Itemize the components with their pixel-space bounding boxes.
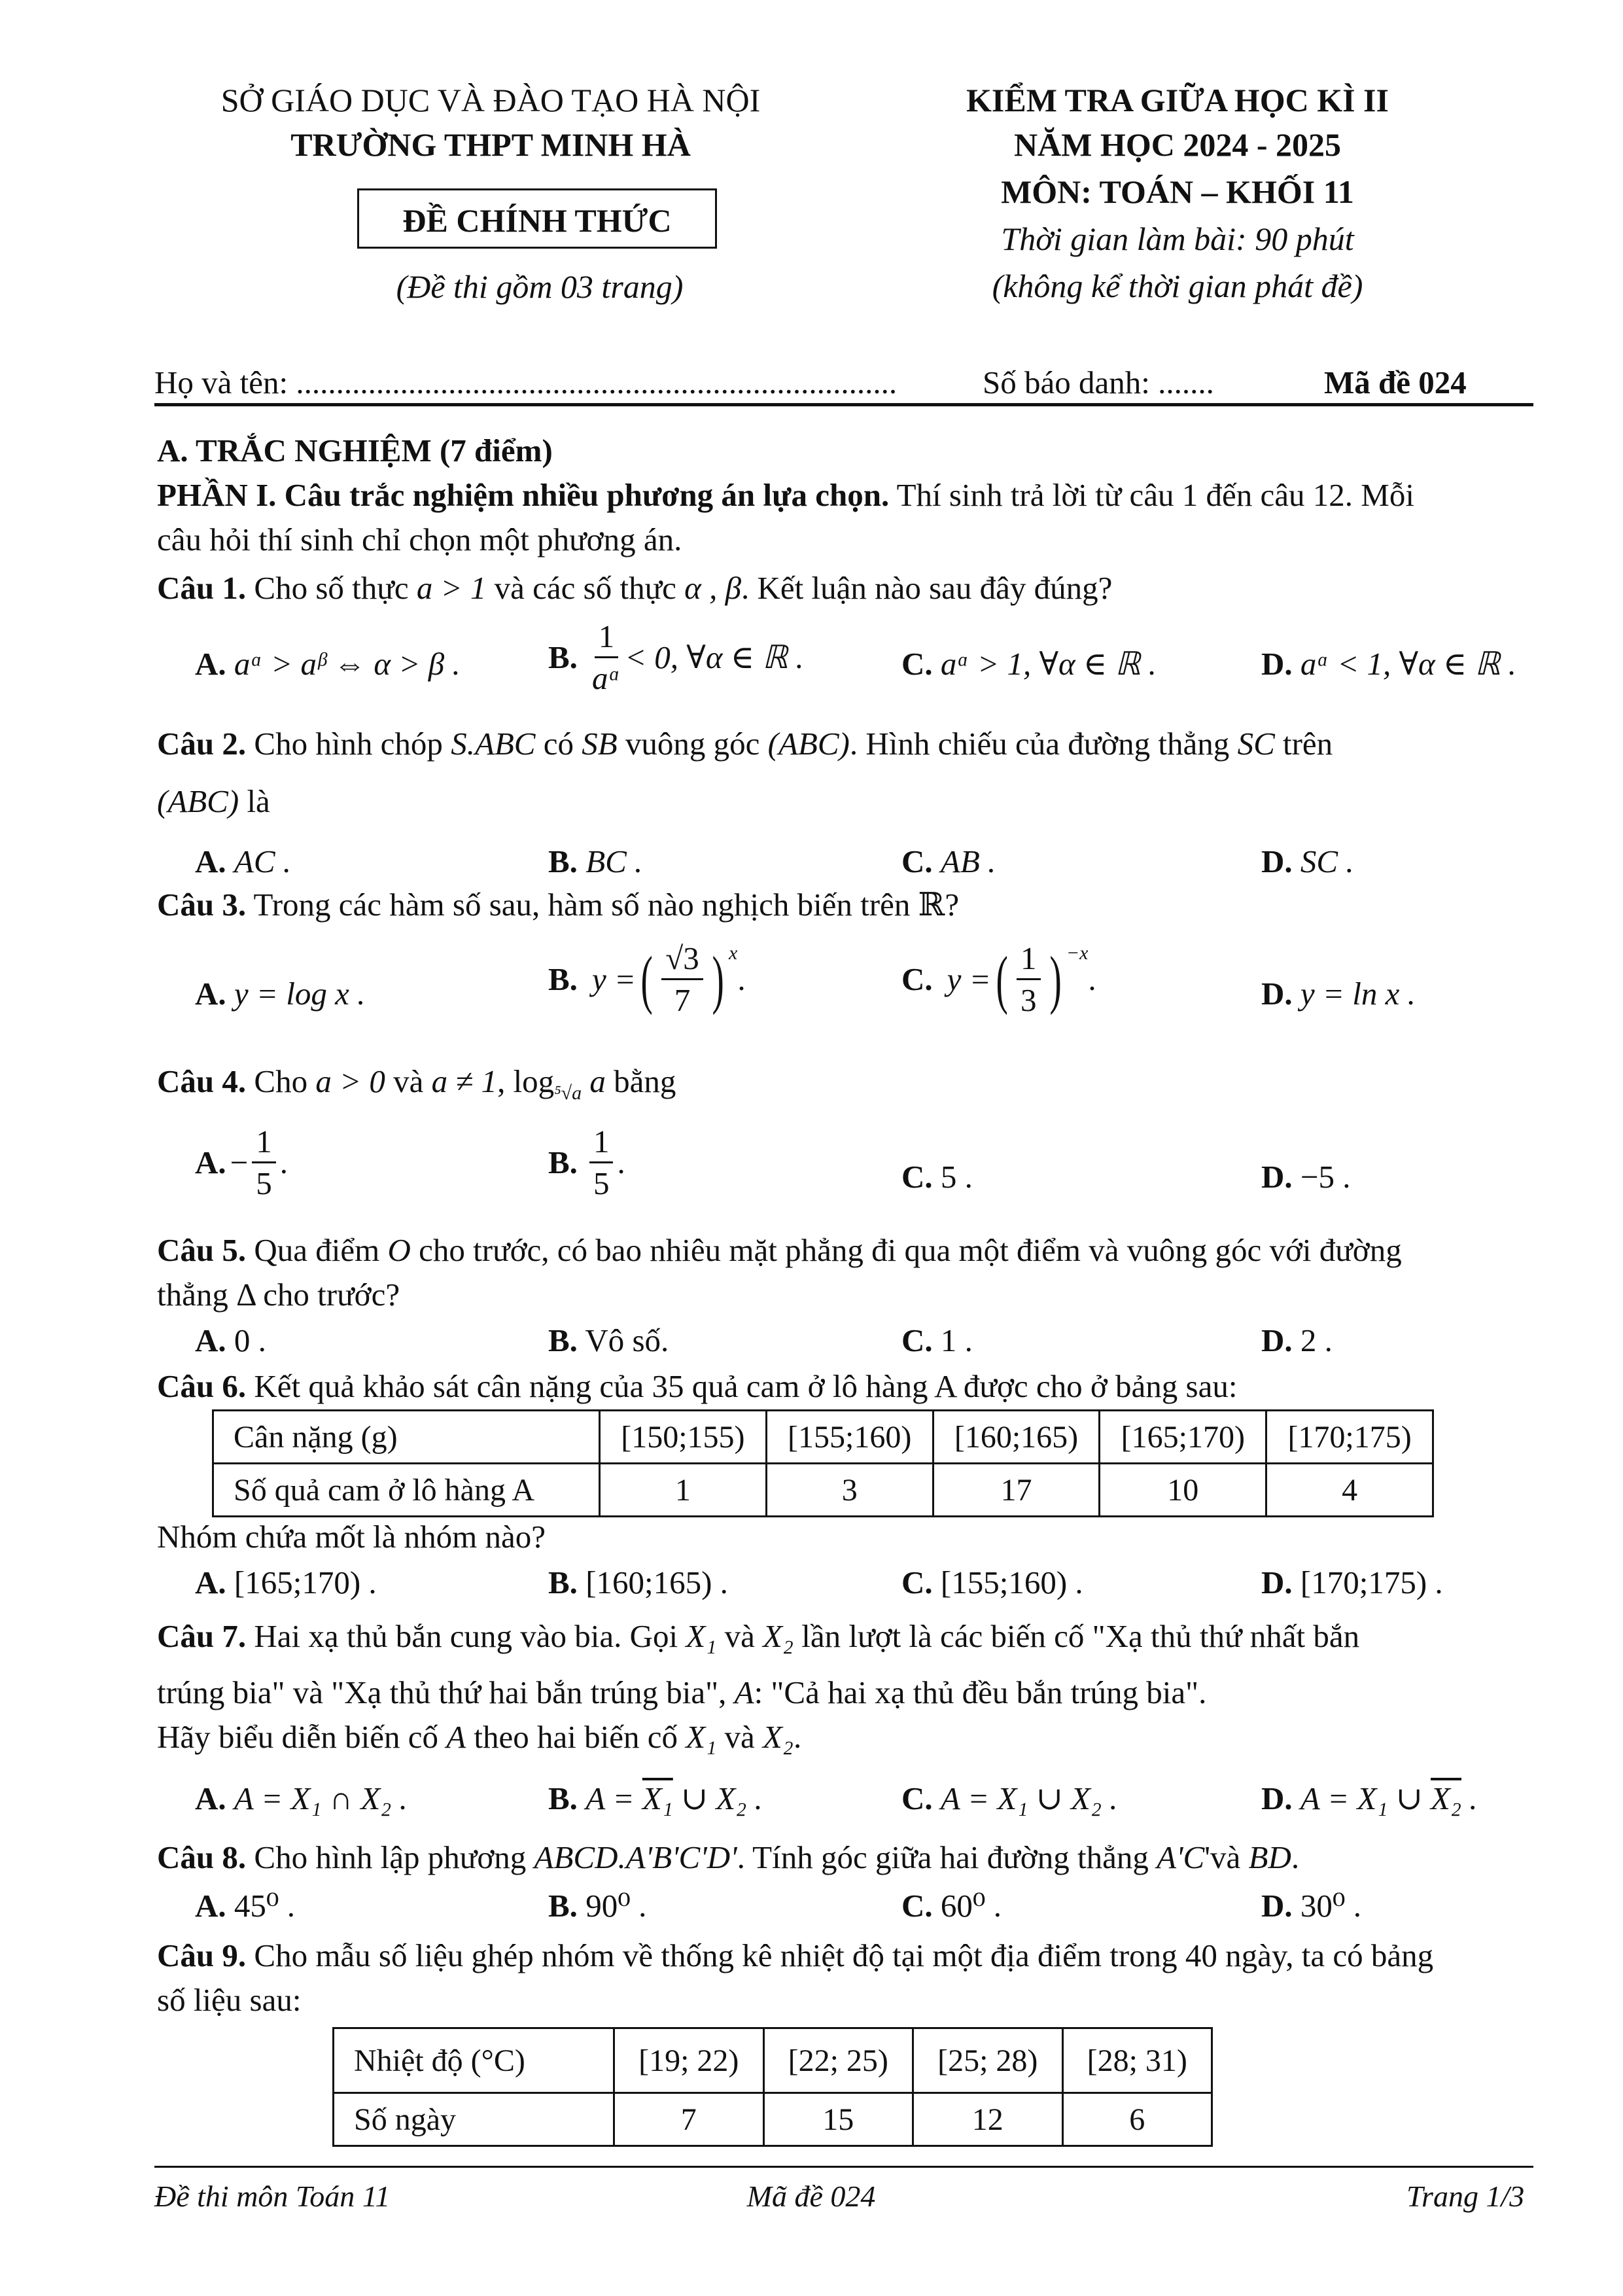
pages-note: (Đề thi gồm 03 trang) bbox=[396, 268, 684, 305]
q2-option-b[interactable]: B. BC . bbox=[548, 843, 643, 879]
q5-option-a[interactable]: A. 0 . bbox=[195, 1322, 266, 1358]
q3-option-c[interactable]: C. y = ( $\frac{1}{3}$ ) $^{-x}$ . bbox=[901, 940, 1096, 1018]
question-1: Câu 1. Cho số thực a > 1 và các số thực α , β. Kết luận nào sau đây đúng? bbox=[157, 570, 1113, 606]
q1-option-b[interactable]: B. $\frac{1}{\text{aᵅ}}$ < 0, ∀α ∈ ℝ . bbox=[548, 618, 804, 696]
time-allowed: Thời gian làm bài: 90 phút bbox=[1001, 221, 1354, 257]
q6-weight-table bbox=[212, 1409, 1434, 1517]
q6-option-b[interactable]: B. [160;165) . bbox=[548, 1564, 728, 1600]
student-id-field: Số báo danh: ....... bbox=[983, 364, 1214, 400]
department-name: SỞ GIÁO DỤC VÀ ĐÀO TẠO HÀ NỘI bbox=[220, 82, 761, 118]
part-instruction-line2: câu hỏi thí sinh chỉ chọn một phương án. bbox=[157, 521, 682, 557]
question-2: Câu 2. Cho hình chóp S.ABC có SB vuông góc (ABC). Hình chiếu của đường thẳng SC trên bbox=[157, 726, 1333, 762]
q1-option-d[interactable]: D. aᵅ < 1, ∀α ∈ ℝ . bbox=[1261, 646, 1516, 682]
q7-option-a[interactable]: A. A = X₁ ∩ X₂ . bbox=[195, 1780, 408, 1816]
student-name-field: Họ và tên: ........................................................................... bbox=[154, 364, 898, 400]
q4-option-d[interactable]: D. −5 . bbox=[1261, 1159, 1351, 1195]
q8-option-c[interactable]: C. 60⁰ . bbox=[901, 1888, 1002, 1924]
q7-option-b[interactable]: B. A = X₁ ∪ X₂ . bbox=[548, 1780, 763, 1816]
question-3: Câu 3. Trong các hàm số sau, hàm số nào nghịch biến trên ℝ? bbox=[157, 887, 960, 923]
school-name: TRƯỜNG THPT MINH HÀ bbox=[290, 126, 691, 163]
footer-code: Mã đề 024 bbox=[746, 2180, 876, 2213]
part-instruction: PHẦN I. Câu trắc nghiệm nhiều phương án lựa chọn. Thí sinh trả lời từ câu 1 đến câu 12. Mỗi bbox=[157, 477, 1414, 513]
exam-code: Mã đề 024 bbox=[1324, 364, 1467, 400]
question-2-line2: (ABC) là bbox=[157, 783, 270, 819]
footer-subject: Đề thi môn Toán 11 bbox=[154, 2180, 391, 2213]
q5-option-c[interactable]: C. 1 . bbox=[901, 1322, 973, 1358]
question-8: Câu 8. Cho hình lập phương ABCD.A'B'C'D'. Tính góc giữa hai đường thẳng A'C'và BD. bbox=[157, 1839, 1300, 1875]
q9-temperature-table bbox=[332, 2027, 1213, 2147]
table-row: Số quả cam ở lô hàng A 1 3 17 10 4 bbox=[213, 1464, 1433, 1517]
footer-page-number: Trang 1/3 bbox=[1406, 2180, 1525, 2213]
part-title: PHẦN I. Câu trắc nghiệm nhiều phương án lựa chọn. bbox=[157, 477, 890, 513]
question-7-line3: Hãy biểu diễn biến cố A theo hai biến cố X₁ và X₂. bbox=[157, 1719, 802, 1755]
school-year: NĂM HỌC 2024 - 2025 bbox=[1014, 126, 1341, 163]
q4-option-c[interactable]: C. 5 . bbox=[901, 1159, 973, 1195]
q1-option-c[interactable]: C. aᵅ > 1, ∀α ∈ ℝ . bbox=[901, 646, 1157, 682]
q3-option-b[interactable]: B. y = ( $\frac{√3}{7}$ ) $^x$ . bbox=[548, 940, 746, 1018]
q5-option-b[interactable]: B. Vô số. bbox=[548, 1322, 669, 1358]
q3-option-d[interactable]: D. y = ln x . bbox=[1261, 976, 1416, 1012]
q7-option-c[interactable]: C. A = X₁ ∪ X₂ . bbox=[901, 1780, 1118, 1816]
table-row: Cân nặng (g) [150;155) [155;160) [160;165) [165;170) [170;175) bbox=[213, 1411, 1433, 1464]
exam-title: KIỂM TRA GIỮA HỌC KÌ II bbox=[966, 82, 1389, 118]
q6-option-c[interactable]: C. [155;160) . bbox=[901, 1564, 1083, 1600]
question-7-line2: trúng bia" và "Xạ thủ thứ hai bắn trúng bia", A: "Cả hai xạ thủ đều bắn trúng bia". bbox=[157, 1674, 1207, 1710]
q7-option-d[interactable]: D. A = X₁ ∪ X₂ . bbox=[1261, 1780, 1478, 1816]
q4-option-a[interactable]: A. − $\frac{1}{5}$ . bbox=[195, 1123, 288, 1201]
question-5: Câu 5. Qua điểm O cho trước, có bao nhiêu mặt phẳng đi qua một điểm và vuông góc với đường bbox=[157, 1232, 1402, 1268]
q3-option-a[interactable]: A. y = log x . bbox=[195, 976, 366, 1012]
q8-option-b[interactable]: B. 90⁰ . bbox=[548, 1888, 647, 1924]
subject: MÔN: TOÁN – KHỐI 11 bbox=[1001, 173, 1354, 210]
q2-option-d[interactable]: D. SC . bbox=[1261, 843, 1354, 879]
q6-option-d[interactable]: D. [170;175) . bbox=[1261, 1564, 1443, 1600]
footer-divider bbox=[154, 2166, 1533, 2168]
time-note: (không kể thời gian phát đề) bbox=[992, 268, 1363, 304]
question-6: Câu 6. Kết quả khảo sát cân nặng của 35 quả cam ở lô hàng A được cho ở bảng sau: bbox=[157, 1368, 1238, 1404]
q5-option-d[interactable]: D. 2 . bbox=[1261, 1322, 1333, 1358]
q2-option-a[interactable]: A. AC . bbox=[195, 843, 292, 879]
question-9-line2: số liệu sau: bbox=[157, 1982, 302, 2018]
q2-option-c[interactable]: C. AB . bbox=[901, 843, 996, 879]
q1-option-a[interactable]: A. aᵅ > aᵝ ⇔ α > β . bbox=[195, 646, 461, 682]
question-4: Câu 4. Cho a > 0 và a ≠ 1, $\log_{^5√a} a$ bằng bbox=[157, 1063, 676, 1104]
section-title: A. TRẮC NGHIỆM (7 điểm) bbox=[157, 433, 553, 468]
official-badge: ĐỀ CHÍNH THỨC bbox=[357, 188, 717, 249]
q6-option-a[interactable]: A. [165;170) . bbox=[195, 1564, 377, 1600]
q8-option-a[interactable]: A. 45⁰ . bbox=[195, 1888, 296, 1924]
question-6-prompt: Nhóm chứa mốt là nhóm nào? bbox=[157, 1519, 546, 1555]
question-5-line2: thẳng Δ cho trước? bbox=[157, 1277, 400, 1313]
q4-option-b[interactable]: B. $\frac{1}{5}$ . bbox=[548, 1123, 625, 1201]
question-9: Câu 9. Cho mẫu số liệu ghép nhóm về thống kê nhiệt độ tại một địa điểm trong 40 ngày, ta có bảng bbox=[157, 1937, 1434, 1973]
table-row: Số ngày 7 15 12 6 bbox=[334, 2093, 1212, 2146]
q8-option-d[interactable]: D. 30⁰ . bbox=[1261, 1888, 1362, 1924]
header-divider bbox=[154, 403, 1533, 406]
question-7: Câu 7. Hai xạ thủ bắn cung vào bia. Gọi X₁ và X₂ lần lượt là các biến cố "Xạ thủ thứ nhất bắn bbox=[157, 1618, 1360, 1654]
table-row: Nhiệt độ (°C) [19; 22) [22; 25) [25; 28) [28; 31) bbox=[334, 2028, 1212, 2093]
